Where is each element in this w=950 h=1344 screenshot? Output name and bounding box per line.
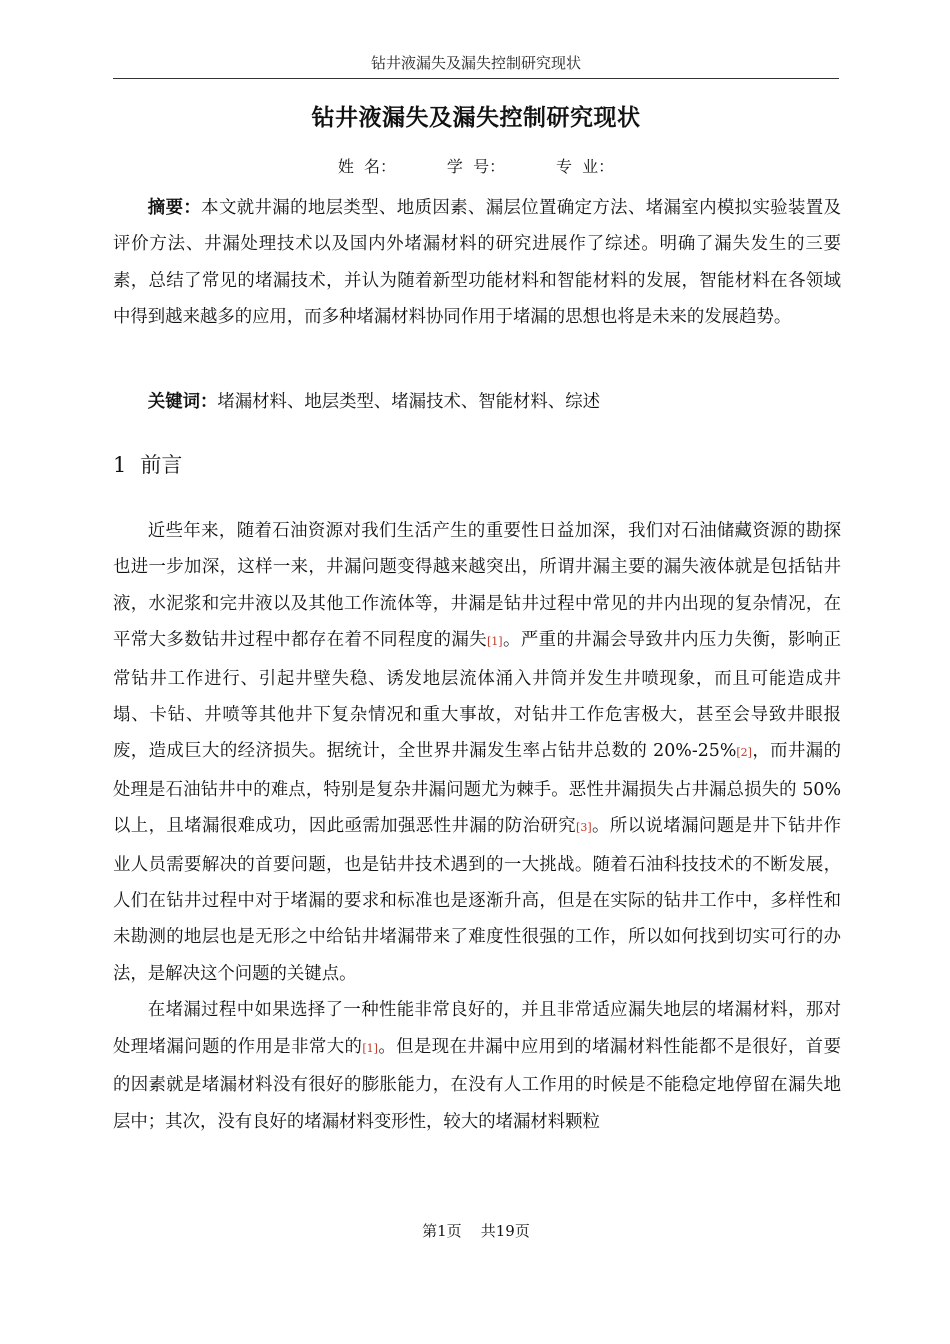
- intro-p2-text-1: 在堵漏过程中如果选择了一种性能非常良好的，并且非常适应漏失地层的堵漏材料，那对处理堵漏问题的作用是非常大的: [113, 1000, 841, 1057]
- citation-link[interactable]: [2]: [736, 746, 752, 760]
- page-number: 第1页: [422, 1222, 462, 1240]
- major-label: 专 业：: [555, 157, 615, 176]
- section-title: 前言: [140, 453, 183, 477]
- keywords: [113, 384, 841, 420]
- citation-link[interactable]: [3]: [576, 821, 592, 835]
- abstract: [113, 190, 841, 336]
- section-number: 1: [113, 453, 127, 477]
- intro-p2-text-2: 。但是现在井漏中应用到的堵漏材料性能都不是很好，首要的因素就是堵漏材料没有很好的膨胀能力，在没有人工作用的时候是不能稳定地停留在漏失地层中；其次，没有良好的堵漏材料变形性，较大的堵漏材料颗粒: [113, 1036, 841, 1132]
- name-label: 姓 名：: [337, 157, 397, 176]
- keywords-label: 关键词：: [147, 392, 218, 412]
- keywords-paragraph: [113, 384, 841, 420]
- abstract-text: 本文就井漏的地层类型、地质因素、漏层位置确定方法、堵漏室内模拟实验装置及评价方法、井漏处理技术以及国内外堵漏材料的研究进展作了综述。明确了漏失发生的三要素，总结了常见的堵漏技术，并认为随着新型功能材料和智能材料的发展，智能材料在各领域中得到越来越多的应用，而多种堵漏材料协同作用于堵漏的思想也将是未来的发展趋势。: [113, 198, 841, 328]
- abstract-label: 摘要：: [147, 198, 202, 218]
- running-header: 钻井液漏失及漏失控制研究现状: [370, 54, 581, 72]
- student-id-label: 学 号：: [446, 157, 506, 176]
- section-heading-introduction: [113, 449, 182, 481]
- introduction-body: [113, 513, 841, 1140]
- intro-p1-text-2: 。严重的井漏会导致井内压力失衡，影响正常钻井工作进行、引起井壁失稳、诱发地层流体涌入井筒并发生井喷现象，而且可能造成井塌、卡钻、井喷等其他井下复杂情况和重大事故，对钻井工作危害极大，甚至会导致井眼报废，造成巨大的经济损失。据统计，全世界井漏发生率占钻井总数的 20%-25%: [113, 630, 841, 762]
- keywords-text: 堵漏材料、地层类型、堵漏技术、智能材料、综述: [217, 392, 600, 412]
- total-pages: 共19页: [480, 1222, 530, 1240]
- intro-p1-text-1: 近些年来，随着石油资源对我们生活产生的重要性日益加深，我们对石油储藏资源的勘探也进一步加深，这样一来，井漏问题变得越来越突出，所谓井漏主要的漏失液体就是包括钻井液，水泥浆和完井液以及其他工作流体等，井漏是钻井过程中常见的井内出现的复杂情况，在平常大多数钻井过程中都存在着不同程度的漏失: [113, 521, 841, 651]
- intro-paragraph-1: [113, 513, 841, 992]
- intro-p1-text-4: 。所以说堵漏问题是井下钻井作业人员需要解决的首要问题，也是钻井技术遇到的一大挑战。随着石油科技技术的不断发展，人们在钻井过程中对于堵漏的要求和标准也是逐渐升高，但是在实际的钻井工作中，多样性和未勘测的地层也是无形之中给钻井堵漏带来了难度性很强的工作，所以如何找到切实可行的办法，是解决这个问题的关键点。: [113, 816, 841, 984]
- intro-paragraph-2: [113, 992, 841, 1140]
- header-rule: [113, 78, 839, 79]
- document-title: 钻井液漏失及漏失控制研究现状: [311, 104, 641, 131]
- citation-link[interactable]: [1]: [362, 1041, 378, 1055]
- author-info-line: [113, 156, 839, 178]
- intro-p1-text-3: ，而井漏的处理是石油钻井中的难点，特别是复杂井漏问题尤为棘手。恶性井漏损失占井漏总损失的 50%以上，且堵漏很难成功，因此亟需加强恶性井漏的防治研究: [113, 741, 841, 837]
- abstract-paragraph: [113, 190, 841, 336]
- page-footer: [113, 1221, 839, 1241]
- citation-link[interactable]: [1]: [487, 635, 503, 649]
